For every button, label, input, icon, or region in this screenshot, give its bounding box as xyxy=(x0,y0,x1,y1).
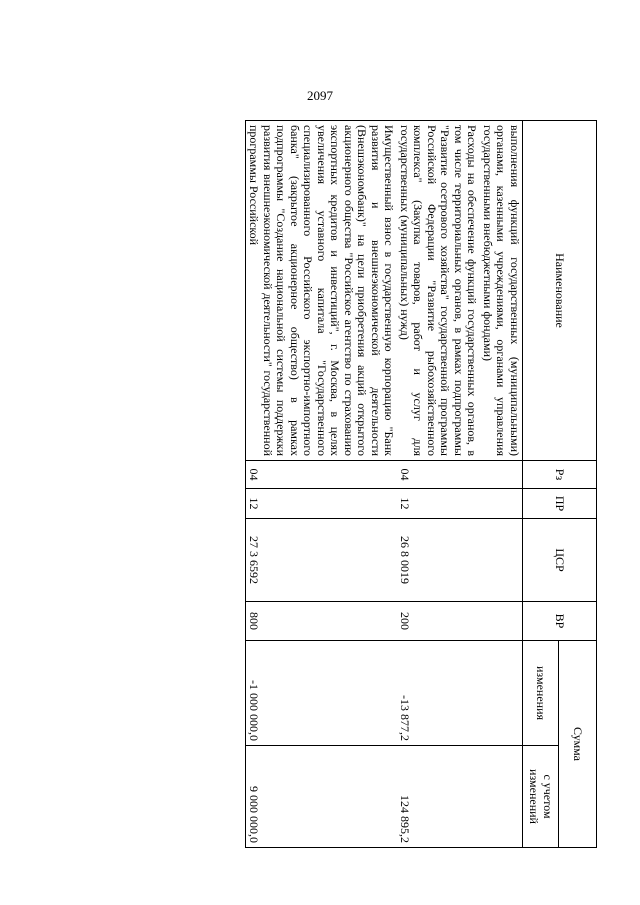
row-vr xyxy=(480,602,523,641)
row-rz xyxy=(480,461,523,489)
header-sum: Сумма xyxy=(559,641,597,848)
row-name: выполнения функций государственных (муниципальными) органами, казенными учреждениями, органами управления государственными внебюджетными фондами) xyxy=(480,121,523,461)
row-change: -13 877,2 xyxy=(397,641,480,746)
header-name: Наименование xyxy=(523,121,597,461)
row-csr xyxy=(480,519,523,602)
row-change xyxy=(480,641,523,746)
header-csr: ЦСР xyxy=(523,519,597,602)
row-pr: 12 xyxy=(397,489,480,519)
header-rz: Рз xyxy=(523,461,597,489)
rotated-table-container xyxy=(72,120,597,847)
row-vr: 200 xyxy=(397,602,480,641)
row-with-changes: 9 000 000,0 xyxy=(246,746,397,848)
header-pr: ПР xyxy=(523,489,597,519)
budget-table xyxy=(245,120,597,848)
row-vr: 800 xyxy=(246,602,397,641)
header-change: изменения xyxy=(523,641,559,746)
row-with-changes xyxy=(480,746,523,848)
row-change: -1 000 000,0 xyxy=(246,641,397,746)
row-pr: 12 xyxy=(246,489,397,519)
row-name: Расходы на обеспечение функций государственных органов, в том числе территориальных органов, в рамках подпрограммы "Развитие осетрового хозяйства" государственной программы Российской Федерации "Развитие рыбохозяйственного комплекса" (Закупка товаров, работ и услуг для государственных (муниципальных) нужд) xyxy=(397,121,480,461)
table-row xyxy=(246,121,397,848)
row-csr: 27 3 6592 xyxy=(246,519,397,602)
table-row xyxy=(480,121,523,848)
header-vr: ВР xyxy=(523,602,597,641)
header-with-changes: с учетом изменений xyxy=(523,746,559,848)
page-number: 2097 xyxy=(307,88,333,103)
table-row xyxy=(397,121,480,848)
row-with-changes: 124 895,2 xyxy=(397,746,480,848)
rotated-page-area xyxy=(72,120,597,847)
row-name: Имущественный взнос в государственную корпорацию "Банк развития и внешнеэкономической деятельности (Внешэкономбанк)" на цели приобретения акций открытого акционерного общества "Российское агентство по страхованию экспортных кредитов и инвестиций", г. Москва, в целях увеличения уставного капитала "Государственного специализированного Российского экспортно-импортного банка" (закрытое акционерное общество) в рамках подпрограммы "Создание национальной системы поддержки развития внешнеэкономической деятельности" государственной программы Российской xyxy=(246,121,397,461)
row-csr: 26 8 0019 xyxy=(397,519,480,602)
row-rz: 04 xyxy=(246,461,397,489)
row-pr xyxy=(480,489,523,519)
row-rz: 04 xyxy=(397,461,480,489)
